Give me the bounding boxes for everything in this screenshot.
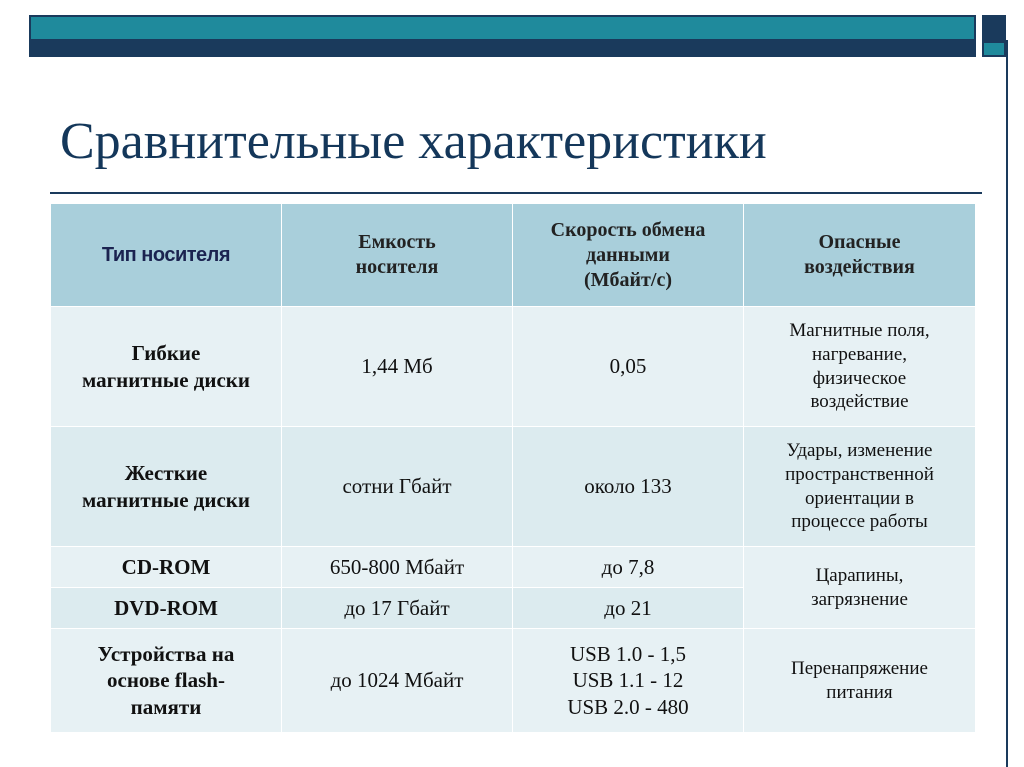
header-capacity: Емкость носителя xyxy=(282,204,513,307)
row-capacity: 650-800 Мбайт xyxy=(282,547,513,588)
row-capacity: до 17 Гбайт xyxy=(282,588,513,629)
table-row xyxy=(51,307,976,427)
corner-decor-box xyxy=(982,15,1006,41)
row-hazards: Удары, изменение пространственной ориентации в процессе работы xyxy=(744,427,976,547)
row-speed: USB 1.0 - 1,5 USB 1.1 - 12 USB 2.0 - 480 xyxy=(513,629,744,733)
table-row xyxy=(51,629,976,733)
top-decor-bar-lower xyxy=(29,41,976,57)
table-header-row xyxy=(51,204,976,307)
header-media-type: Тип носителя xyxy=(51,204,282,307)
row-media-type: Гибкие магнитные диски xyxy=(51,307,282,427)
row-speed: до 7,8 xyxy=(513,547,744,588)
title-divider xyxy=(50,192,982,194)
header-hazards: Опасные воздействия xyxy=(744,204,976,307)
corner-decor-box-lower xyxy=(982,41,1006,57)
row-media-type: CD-ROM xyxy=(51,547,282,588)
row-capacity: 1,44 Мб xyxy=(282,307,513,427)
table-row xyxy=(51,427,976,547)
row-capacity: до 1024 Мбайт xyxy=(282,629,513,733)
row-media-type: DVD-ROM xyxy=(51,588,282,629)
right-decor-line xyxy=(1006,40,1008,767)
row-media-type: Жесткие магнитные диски xyxy=(51,427,282,547)
row-hazards: Перенапряжение питания xyxy=(744,629,976,733)
table-row xyxy=(51,547,976,588)
row-hazards: Магнитные поля, нагревание, физическое воздействие xyxy=(744,307,976,427)
slide-title: Сравнительные характеристики xyxy=(60,113,767,170)
row-speed: около 133 xyxy=(513,427,744,547)
row-speed: до 21 xyxy=(513,588,744,629)
row-media-type: Устройства на основе flash- памяти xyxy=(51,629,282,733)
comparison-table xyxy=(50,203,976,733)
row-speed: 0,05 xyxy=(513,307,744,427)
row-capacity: сотни Гбайт xyxy=(282,427,513,547)
row-hazards-shared: Царапины, загрязнение xyxy=(744,547,976,629)
header-speed: Скорость обмена данными (Мбайт/с) xyxy=(513,204,744,307)
top-decor-bar xyxy=(29,15,976,41)
